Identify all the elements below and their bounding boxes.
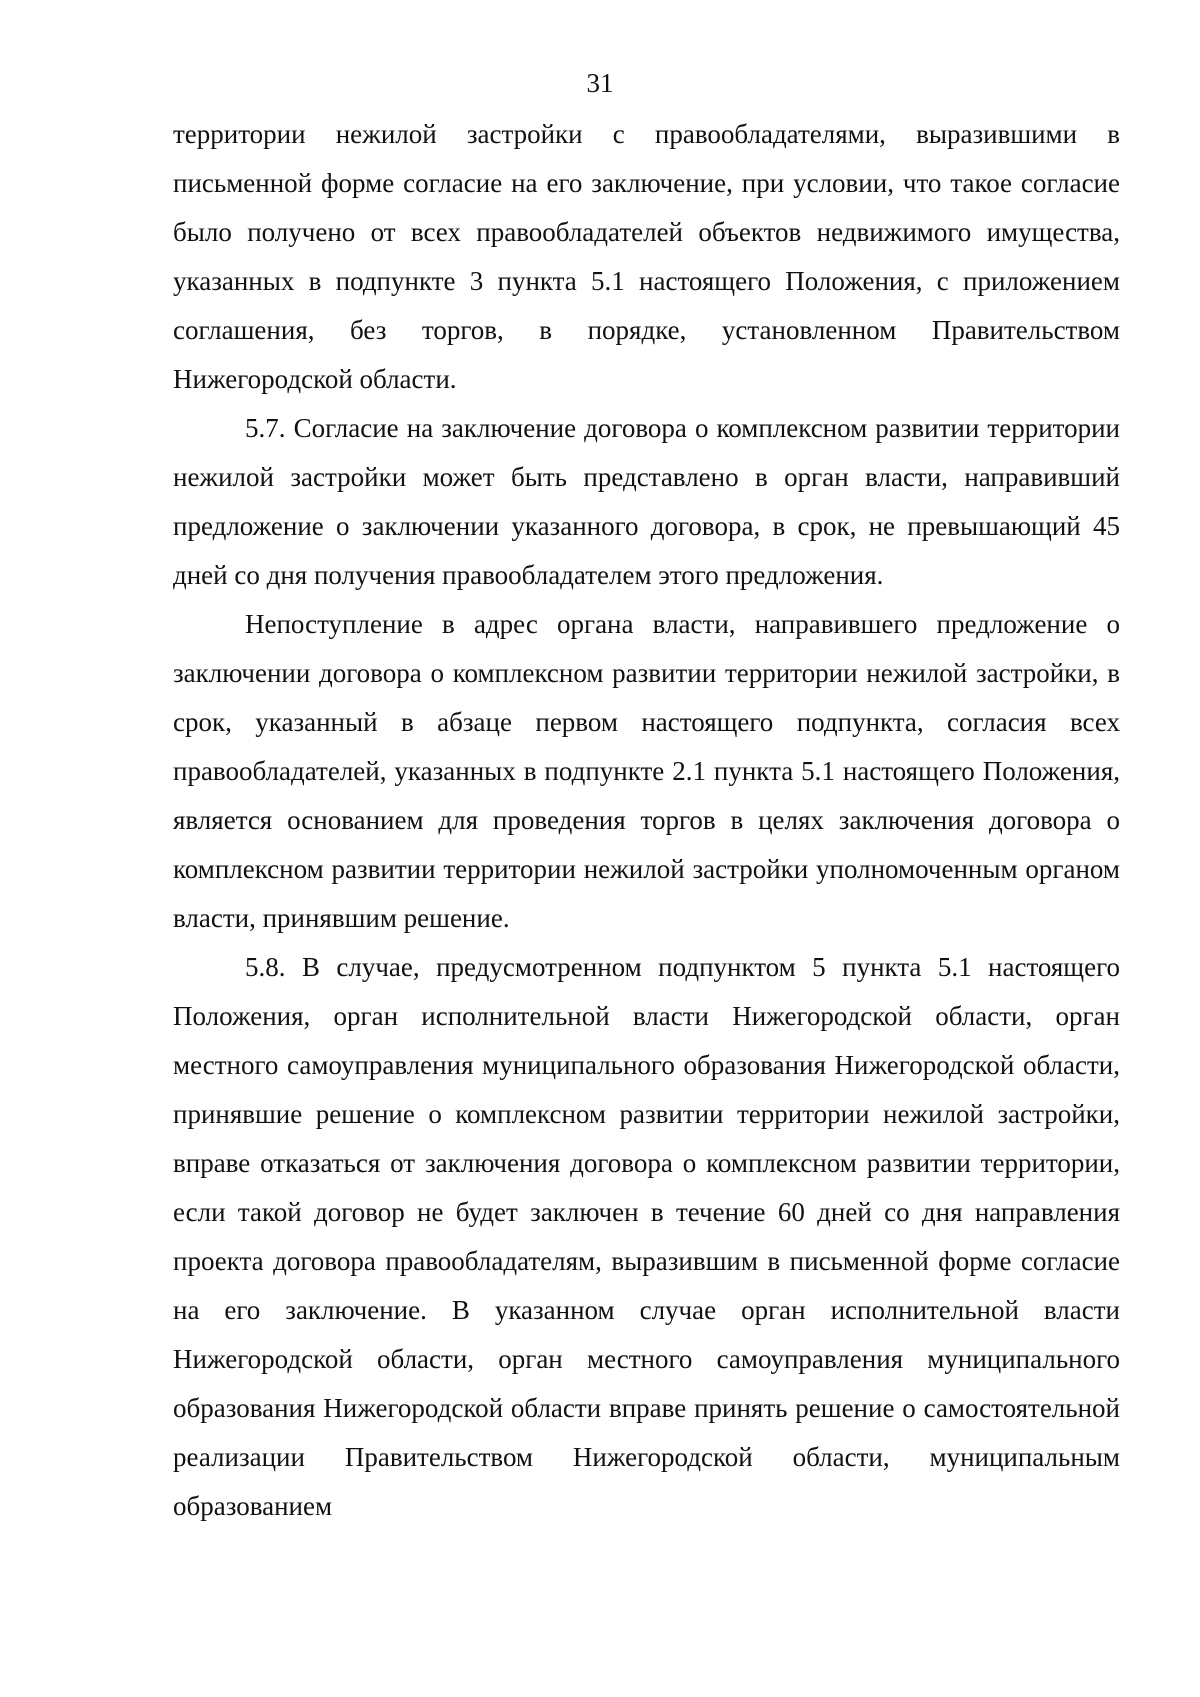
paragraph-non-receipt: Непоступление в адрес органа власти, направившего предложение о заключении договора о комплексном развитии территории нежилой застройки, в срок, указанный в абзаце первом настоящего подпункта, согласия всех правообладателей, указанных в подпункте 2.1 пункта 5.1 настоящего Положения, является основанием для проведения торгов в целях заключения договора о комплексном развитии территории нежилой застройки уполномоченным органом власти, принявшим решение. xyxy=(173,609,1120,933)
page-number: 31 xyxy=(586,68,614,98)
paragraph-5-8: 5.8. В случае, предусмотренном подпунктом 5 пункта 5.1 настоящего Положения, орган исполнительной власти Нижегородской области, орган местного самоуправления муниципального образования Нижегородской области, принявшие решение о комплексном развитии территории нежилой застройки, вправе отказаться от заключения договора о комплексном развитии территории, если такой договор не будет заключен в течение 60 дней со дня направления проекта договора правообладателям, выразившим в письменной форме согласие на его заключение. В указанном случае орган исполнительной власти Нижегородской области, орган местного самоуправления муниципального образования Нижегородской области вправе принять решение о самостоятельной реализации Правительством Нижегородской области, муниципальным образованием xyxy=(173,952,1120,1521)
paragraph-5-7: 5.7. Согласие на заключение договора о комплексном развитии территории нежилой застройки может быть представлено в орган власти, направивший предложение о заключении указанного договора, в срок, не превышающий 45 дней со дня получения правообладателем этого предложения. xyxy=(173,413,1120,590)
document-body xyxy=(173,110,1120,1531)
paragraph-continuation: территории нежилой застройки с правообладателями, выразившими в письменной форме согласие на его заключение, при условии, что такое согласие было получено от всех правообладателей объектов недвижимого имущества, указанных в подпункте 3 пункта 5.1 настоящего Положения, с приложением соглашения, без торгов, в порядке, установленном Правительством Нижегородской области. xyxy=(173,119,1120,394)
